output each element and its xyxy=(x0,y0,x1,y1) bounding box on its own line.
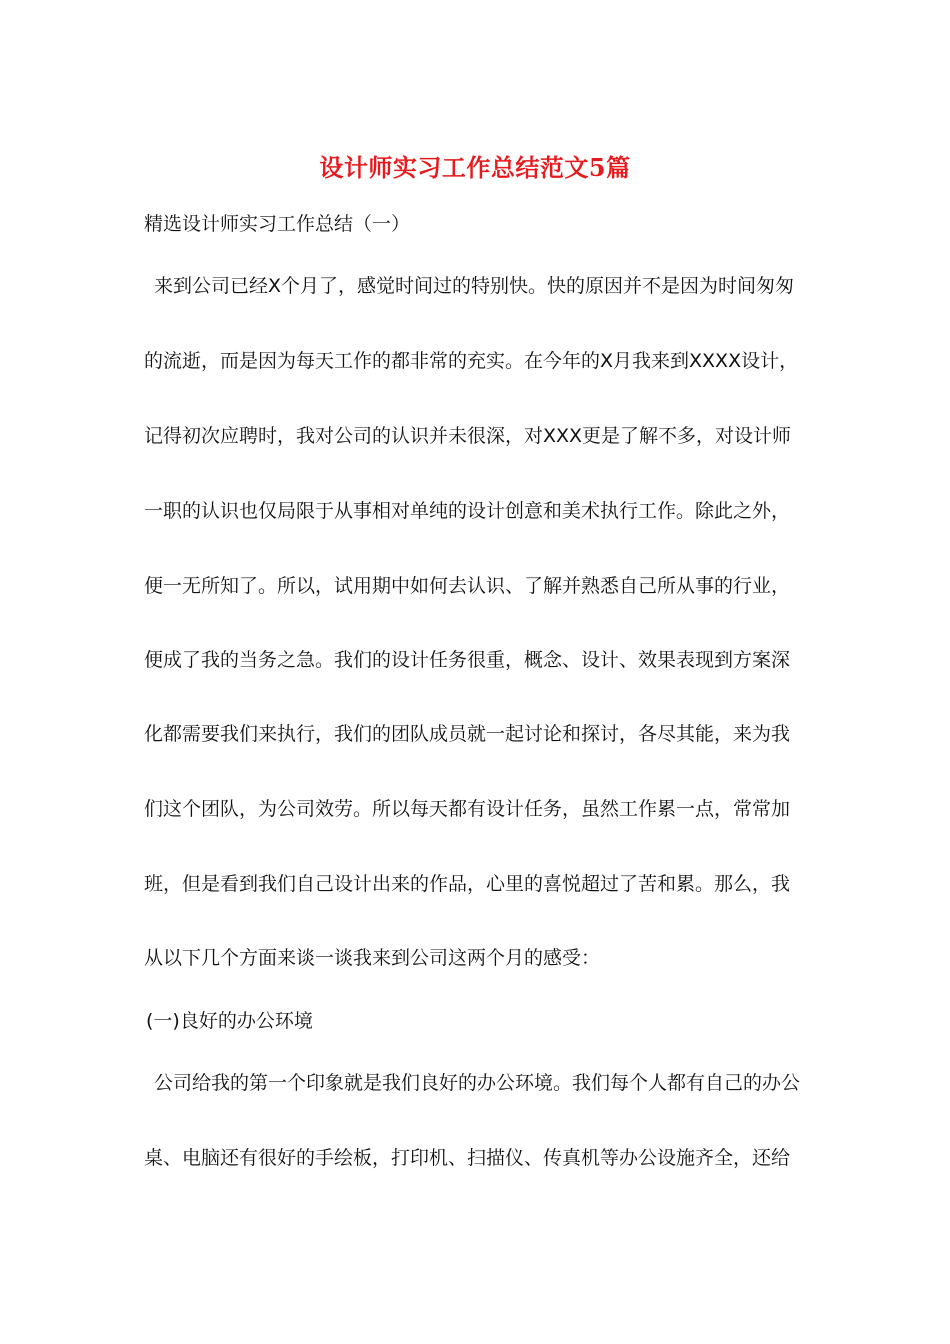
paragraph-line: 们这个团队，为公司效劳。所以每天都有设计任务，虽然工作累一点，常常加 xyxy=(144,798,791,820)
paragraph-line: 记得初次应聘时，我对公司的认识并未很深，对XXX更是了解不多，对设计师 xyxy=(144,425,792,447)
document-title: 设计师实习工作总结范文5篇 xyxy=(319,153,631,182)
paragraph-line: 公司给我的第一个印象就是我们良好的办公环境。我们每个人都有自己的办公 xyxy=(154,1072,801,1094)
paragraph-line: 的流逝，而是因为每天工作的都非常的充实。在今年的X月我来到XXXX设计， xyxy=(144,350,799,372)
section-heading: 精选设计师实习工作总结（一） xyxy=(144,213,411,235)
paragraph-line: 从以下几个方面来谈一谈我来到公司这两个月的感受： xyxy=(144,947,601,969)
paragraph-line: 一职的认识也仅局限于从事相对单纯的设计创意和美术执行工作。除此之外， xyxy=(144,500,791,522)
paragraph-line: 便一无所知了。所以，试用期中如何去认识、了解并熟悉自己所从事的行业， xyxy=(144,575,791,597)
paragraph-line: 来到公司已经X个月了，感觉时间过的特别快。快的原因并不是因为时间匆匆 xyxy=(154,275,795,297)
paragraph-line: 化都需要我们来执行，我们的团队成员就一起讨论和探讨，各尽其能，来为我 xyxy=(144,723,791,745)
paragraph-line: 桌、电脑还有很好的手绘板，打印机、扫描仪、传真机等办公设施齐全，还给 xyxy=(144,1147,791,1169)
paragraph-line: 便成了我的当务之急。我们的设计任务很重，概念、设计、效果表现到方案深 xyxy=(144,649,791,671)
subheading: (一)良好的办公环境 xyxy=(146,1010,313,1032)
paragraph-line: 班，但是看到我们自己设计出来的作品，心里的喜悦超过了苦和累。那么，我 xyxy=(144,873,791,895)
